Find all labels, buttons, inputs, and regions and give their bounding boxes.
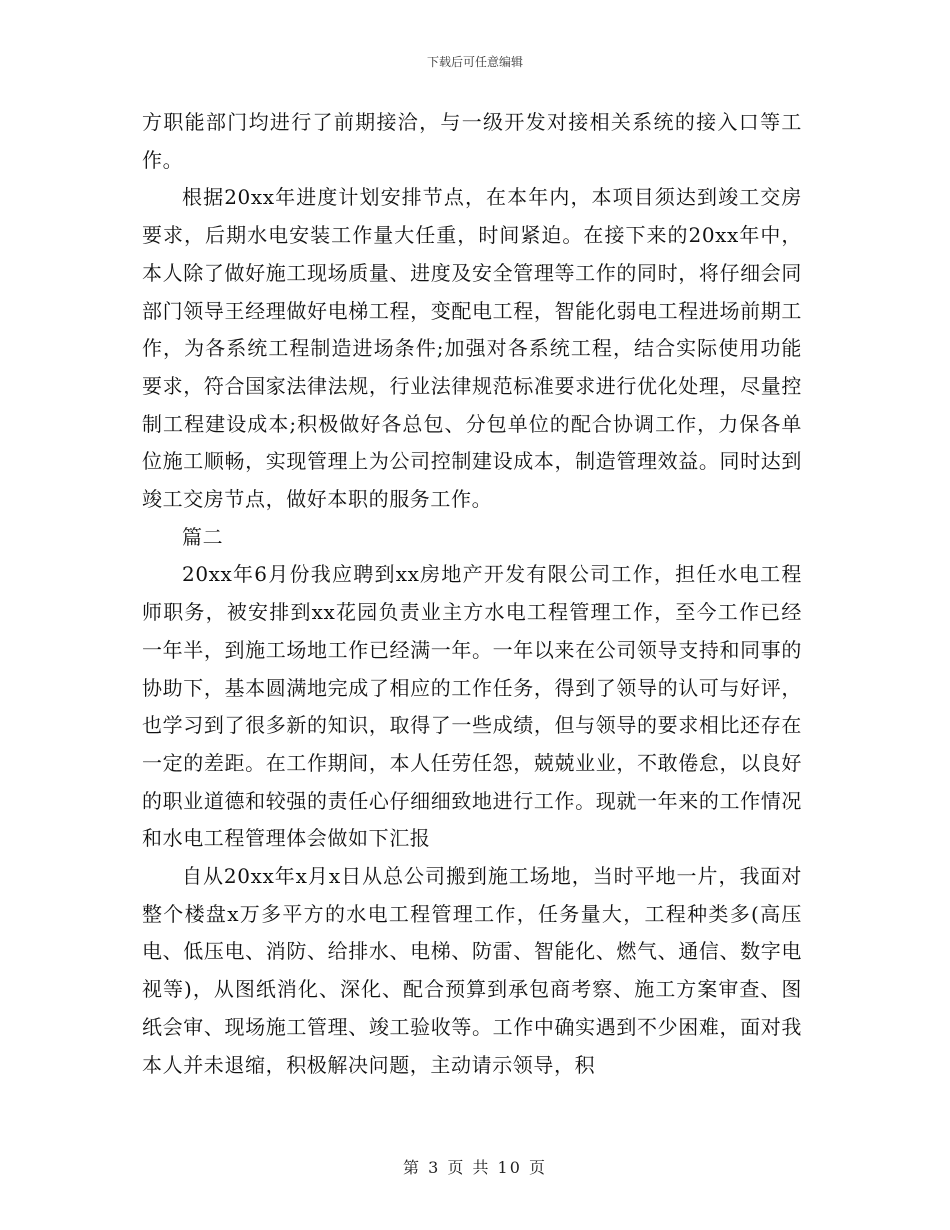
paragraph-2: 根据20xx年进度计划安排节点，在本年内，本项目须达到竣工交房要求，后期水电安装工作量大任重，时间紧迫。在接下来的20xx年中，本人除了做好施工现场质量、进度及安全管理等工作的同时，将仔细会同部门领导王经理做好电梯工程，变配电工程，智能化弱电工程进场前期工作，为各系统工程制造进场条件;加强对各系统工程，结合实际使用功能要求，符合国家法律法规，行业法律规范标准要求进行优化处理，尽量控制工程建设成本;积极做好各总包、分包单位的配合协调工作，力保各单位施工顺畅，实现管理上为公司控制建设成本，制造管理效益。同时达到竣工交房节点，做好本职的服务工作。 (142, 185, 802, 512)
page-number: 第 3 页 共 10 页 (403, 1158, 547, 1177)
paragraph-4: 自从20xx年x月x日从总公司搬到施工场地，当时平地一片，我面对整个楼盘x万多平方的水电工程管理工作，任务量大，工程种类多(高压电、低压电、消防、给排水、电梯、防雷、智能化、燃气、通信、数字电视等)，从图纸消化、深化、配合预算到承包商考察、施工方案审查、图纸会审、现场施工管理、竣工验收等。工作中确实遇到不少困难，面对我本人并未退缩，积极解决问题，主动请示领导，积 (142, 864, 802, 1077)
paragraph-1: 方职能部门均进行了前期接洽，与一级开发对接相关系统的接入口等工作。 (142, 110, 802, 172)
document-body (142, 104, 802, 1084)
section-heading: 篇二 (182, 524, 224, 549)
paragraph-3: 20xx年6月份我应聘到xx房地产开发有限公司工作，担任水电工程师职务，被安排到xx花园负责业主方水电工程管理工作，至今工作已经一年半，到施工场地工作已经满一年。一年以来在公司领导支持和同事的协助下，基本圆满地完成了相应的工作任务，得到了领导的认可与好评，也学习到了很多新的知识，取得了一些成绩，但与领导的要求相比还存在一定的差距。在工作期间，本人任劳任怨，兢兢业业，不敢倦怠，以良好的职业道德和较强的责任心仔细细致地进行工作。现就一年来的工作情况和水电工程管理体会做如下汇报 (142, 562, 802, 851)
page-header-note: 下载后可任意编辑 (426, 55, 523, 69)
